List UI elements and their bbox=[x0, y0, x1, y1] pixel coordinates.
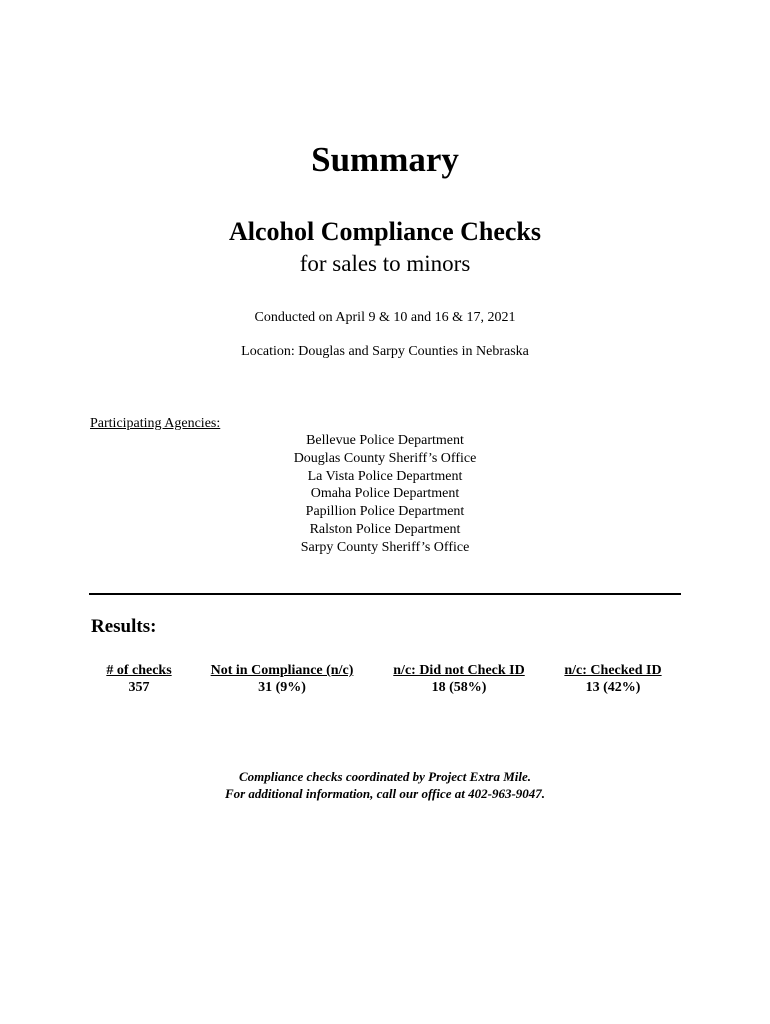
conducted-dates: Conducted on April 9 & 10 and 16 & 17, 2021 bbox=[254, 310, 516, 325]
footer-line: Compliance checks coordinated by Project Extra Mile. bbox=[238, 769, 532, 784]
stat-label: n/c: Did not Check ID bbox=[393, 663, 525, 678]
stat-value: 357 bbox=[128, 680, 150, 695]
stat-not-in-compliance bbox=[198, 662, 366, 696]
stat-label: n/c: Checked ID bbox=[564, 663, 662, 678]
document-heading: Alcohol Compliance Checks bbox=[229, 217, 541, 246]
section-divider bbox=[89, 593, 681, 595]
agency-item: Papillion Police Department bbox=[305, 504, 465, 520]
stat-did-not-check-id bbox=[381, 662, 537, 696]
stat-value: 31 (9%) bbox=[258, 680, 306, 695]
stat-number-of-checks bbox=[96, 662, 182, 696]
stat-label: # of checks bbox=[106, 663, 172, 678]
stat-value: 13 (42%) bbox=[585, 680, 641, 695]
page-title: Summary bbox=[311, 140, 459, 179]
stat-value: 18 (58%) bbox=[431, 680, 487, 695]
footer-line: For additional information, call our office at 402-963-9047. bbox=[224, 786, 546, 801]
agencies-label: Participating Agencies: bbox=[90, 416, 221, 431]
footer-note bbox=[0, 768, 770, 802]
document-subheading: for sales to minors bbox=[299, 251, 471, 276]
agency-item: Douglas County Sheriff’s Office bbox=[293, 450, 477, 466]
agency-item: Sarpy County Sheriff’s Office bbox=[300, 539, 470, 555]
agency-item: La Vista Police Department bbox=[307, 468, 463, 484]
agencies-list bbox=[0, 432, 770, 557]
stat-checked-id bbox=[553, 662, 673, 696]
stat-label: Not in Compliance (n/c) bbox=[210, 663, 354, 678]
location-text: Location: Douglas and Sarpy Counties in Nebraska bbox=[241, 344, 529, 359]
agency-item: Bellevue Police Department bbox=[306, 433, 464, 448]
agency-item: Ralston Police Department bbox=[309, 521, 461, 537]
results-label: Results: bbox=[91, 616, 157, 637]
agency-item: Omaha Police Department bbox=[310, 486, 460, 502]
